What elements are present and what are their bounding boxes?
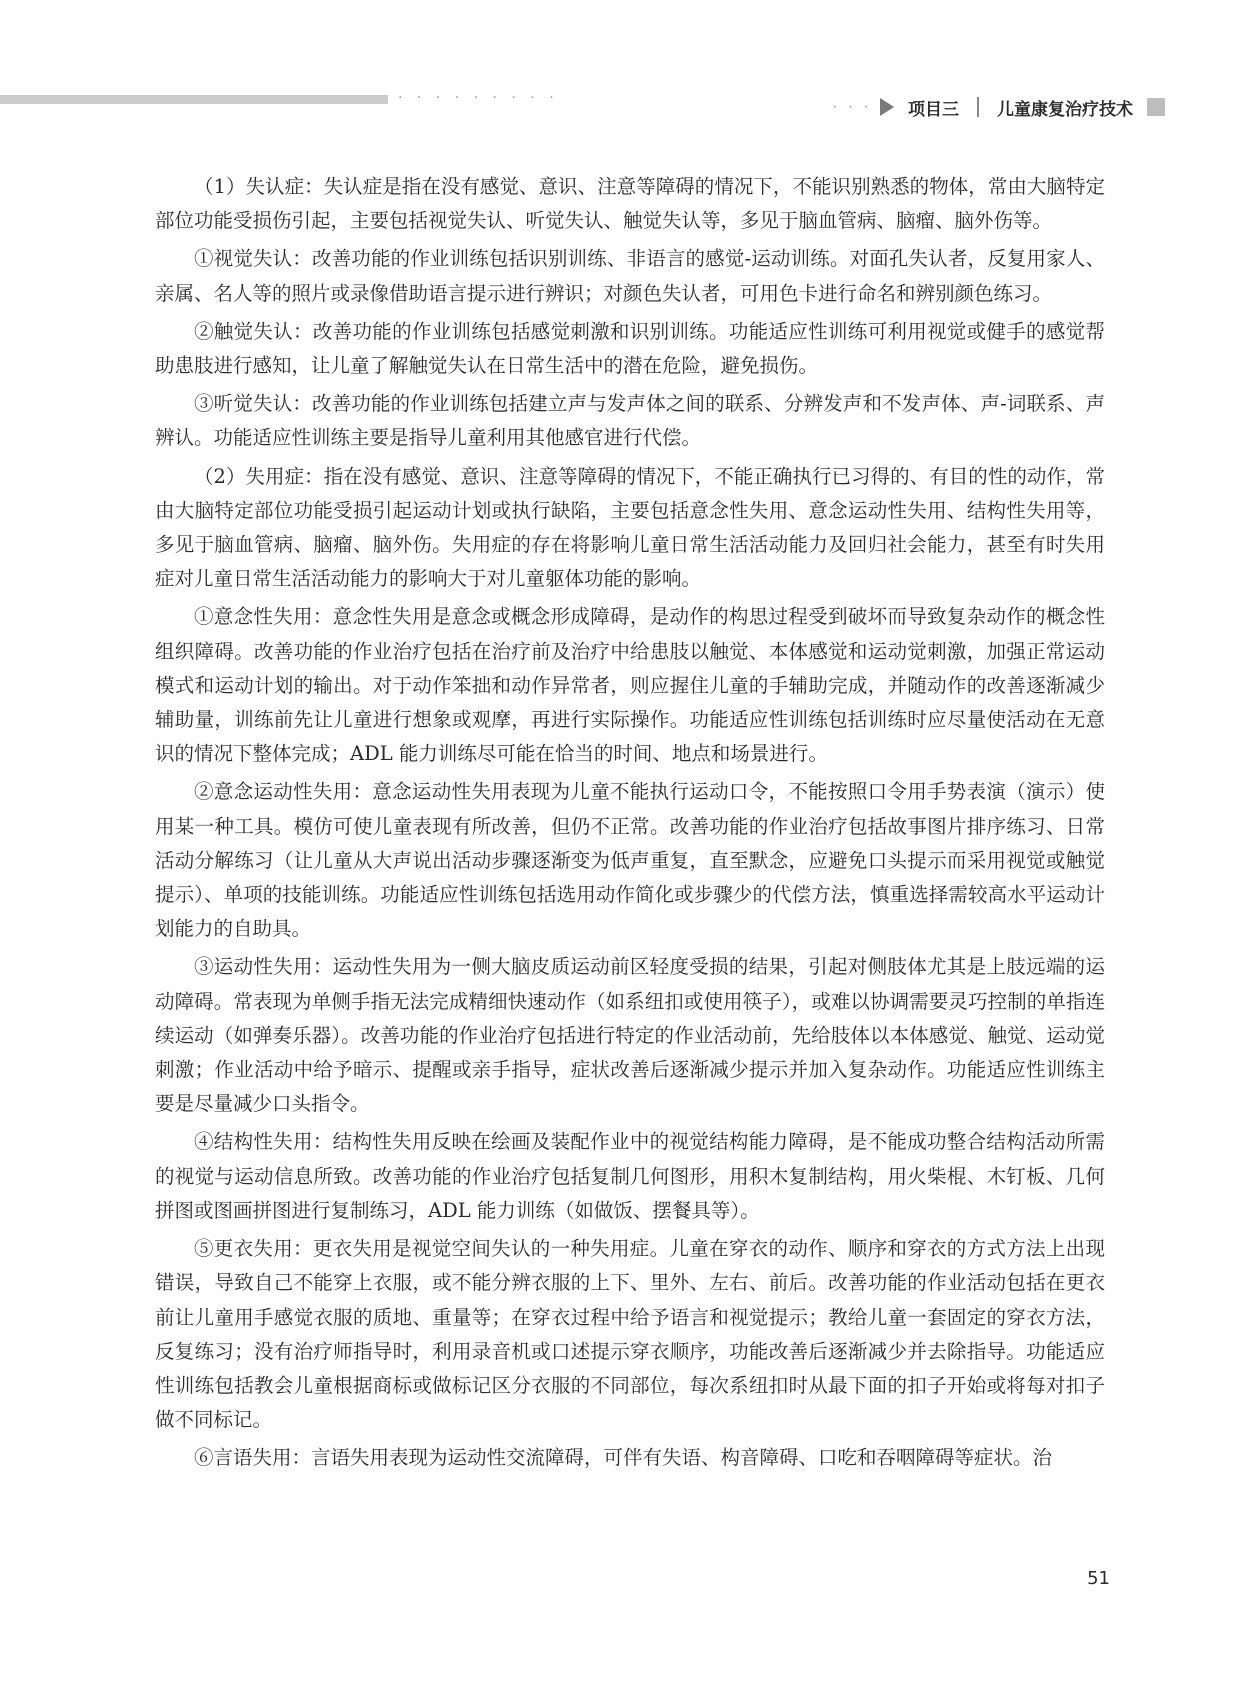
header-decor-dots: · · · · · · · · · (398, 90, 559, 106)
paragraph-3: ②触觉失认：改善功能的作业训练包括感觉刺激和识别训练。功能适应性训练可利用视觉或健手的感觉帮助患肢进行感知，让儿童了解触觉失认在日常生活中的潜在危险，避免损伤。 (155, 319, 1105, 378)
paragraph-11: ⑥言语失用：言语失用表现为运动性交流障碍，可伴有失语、构音障碍、口吃和吞咽障碍等症状。治 (194, 1446, 1053, 1470)
arrow-right-icon (880, 98, 894, 116)
square-icon (1147, 98, 1165, 116)
paragraph-9: ④结构性失用：结构性失用反映在绘画及装配作业中的视觉结构能力障碍，是不能成功整合结构活动所需的视觉与运动信息所致。改善功能的作业治疗包括复制几何图形，用积木复制结构，用火柴棍、木钉板、几何拼图或图画拼图进行复制练习，ADL 能力训练（如做饭、摆餐具等）。 (155, 1130, 1105, 1222)
header-title: 儿童康复治疗技术 (997, 99, 1133, 120)
paragraph-5: （2）失用症：指在没有感觉、意识、注意等障碍的情况下，不能正确执行已习得的、有目的性的动作，常由大脑特定部位功能受损引起运动计划或执行缺陷，主要包括意念性失用、意念运动性失用、结构性失用等，多见于脑血管病、脑瘤、脑外伤。失用症的存在将影响儿童日常生活活动能力及回归社会能力，甚至有时失用症对儿童日常生活活动能力的影响大于对儿童躯体功能的影响。 (155, 464, 1105, 591)
paragraph-7: ②意念运动性失用：意念运动性失用表现为儿童不能执行运动口令，不能按照口令用手势表演（演示）使用某一种工具。模仿可使儿童表现有所改善，但仍不正常。改善功能的作业治疗包括故事图片排序练习、日常活动分解练习（让儿童从大声说出活动步骤逐渐变为低声重复，直至默念，应避免口头提示而采用视觉或触觉提示）、单项的技能训练。功能适应性训练包括选用动作简化或步骤少的代偿方法，慎重选择需较高水平运动计划能力的自助具。 (155, 780, 1105, 941)
running-header (833, 94, 1165, 120)
paragraph-8: ③运动性失用：运动性失用为一侧大脑皮质运动前区轻度受损的结果，引起对侧肢体尤其是上肢远端的运动障碍。常表现为单侧手指无法完成精细快速动作（如系纽扣或使用筷子），或难以协调需要灵巧控制的单指连续运动（如弹奏乐器）。改善功能的作业治疗包括进行特定的作业活动前，先给肢体以本体感觉、触觉、运动觉刺激；作业活动中给予暗示、提醒或亲手指导，症状改善后逐渐减少提示并加入复杂动作。功能适应性训练主要是尽量减少口头指令。 (155, 955, 1105, 1116)
paragraph-2: ①视觉失认：改善功能的作业训练包括识别训练、非语言的感觉-运动训练。对面孔失认者，反复用家人、亲属、名人等的照片或录像借助语言提示进行辨识；对颜色失认者，可用色卡进行命名和辨别颜色练习。 (155, 247, 1105, 305)
header-section: 项目三 (908, 99, 959, 120)
paragraph-10: ⑤更衣失用：更衣失用是视觉空间失认的一种失用症。儿童在穿衣的动作、顺序和穿衣的方式方法上出现错误，导致自己不能穿上衣服，或不能分辨衣服的上下、里外、左右、前后。改善功能的作业活动包括在更衣前让儿童用手感觉衣服的质地、重量等；在穿衣过程中给予语言和视觉提示；教给儿童一套固定的穿衣方法，反复练习；没有治疗师指导时，利用录音机或口述提示穿衣顺序，功能改善后逐渐减少并去除指导。功能适应性训练包括教会儿童根据商标或做标记区分衣服的不同部位，每次系纽扣时从最下面的扣子开始或将每对扣子做不同标记。 (155, 1237, 1105, 1432)
header-divider (977, 97, 979, 117)
header-dots: · · · (832, 100, 872, 114)
page-number: 51 (1087, 1568, 1110, 1589)
paragraph-4: ③听觉失认：改善功能的作业训练包括建立声与发声体之间的联系、分辨发声和不发声体、声-词联系、声辨认。功能适应性训练主要是指导儿童利用其他感官进行代偿。 (155, 392, 1105, 450)
header-decor-bar (0, 95, 388, 104)
paragraph-6: ①意念性失用：意念性失用是意念或概念形成障碍，是动作的构思过程受到破坏而导致复杂动作的概念性组织障碍。改善功能的作业治疗包括在治疗前及治疗中给患肢以触觉、本体感觉和运动觉刺激，加强正常运动模式和运动计划的输出。对于动作笨拙和动作异常者，则应握住儿童的手辅助完成，并随动作的改善逐渐减少辅助量，训练前先让儿童进行想象或观摩，再进行实际操作。功能适应性训练包括训练时应尽量使活动在无意识的情况下整体完成；ADL 能力训练尽可能在恰当的时间、地点和场景进行。 (155, 605, 1105, 766)
paragraph-1: （1）失认症：失认症是指在没有感觉、意识、注意等障碍的情况下，不能识别熟悉的物体，常由大脑特定部位功能受损伤引起，主要包括视觉失认、听觉失认、触觉失认等，多见于脑血管病、脑瘤、脑外伤等。 (155, 175, 1105, 233)
body-text (155, 170, 1105, 1480)
